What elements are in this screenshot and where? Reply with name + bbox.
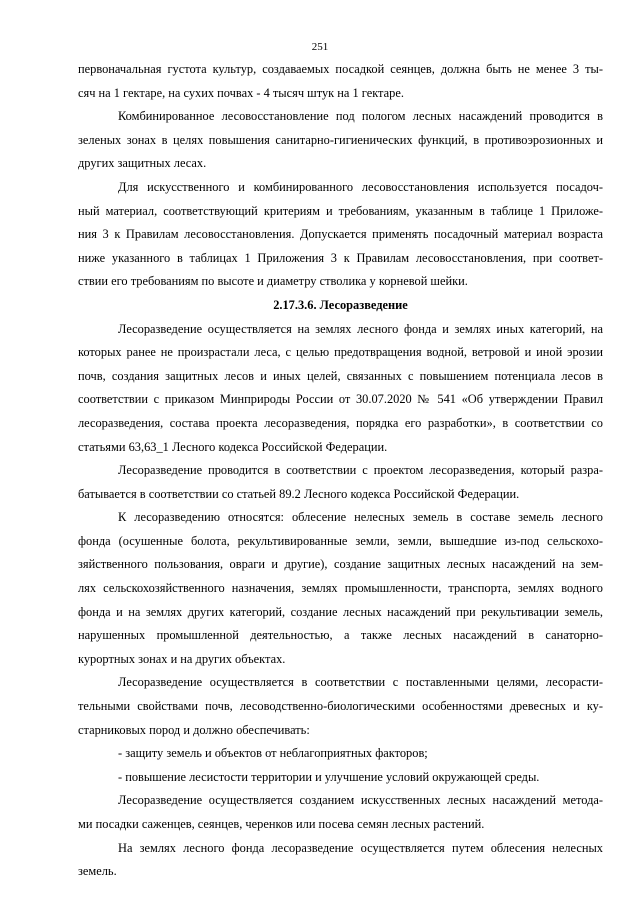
text-line: Лесоразведение осуществляется на землях лесного фонда и землях иных категорий, на [118, 321, 603, 336]
text-line: лях сельскохозяйственного назначения, землях промышленности, транспорта, землях водного [78, 581, 603, 596]
text-line: Лесоразведение осуществляется в соответствии с поставленными целями, лесорасти- [118, 675, 603, 690]
text-line: ствии его требованиям по высоте и диаметру стволика у корневой шейки. [78, 274, 468, 289]
text-line: фонда (осушенные болота, рекультивированные земли, земли, вышедшие из-под сельскохо- [78, 533, 603, 548]
section-heading: 2.17.3.6. Лесоразведение [273, 297, 408, 312]
text-line: ниже указанного в таблицах 1 Приложения 3 к Правилам лесовосстановления, при соответ- [78, 250, 603, 265]
text-line: ный материал, соответствующий критериям и требованиям, указанным в таблице 1 Приложе- [78, 203, 603, 218]
text-line: К лесоразведению относятся: облесение нелесных земель в составе земель лесного [118, 510, 603, 525]
text-line: которых ранее не произрастали леса, с целью предотвращения водной, ветровой и иной эрозии [78, 345, 603, 360]
text-line: других защитных лесах. [78, 156, 207, 171]
text-line: фонда и на землях других категорий, создание лесных насаждений при рекультивации земель, [78, 604, 603, 619]
text-line: тельными свойствами почв, лесоводственно-биологическими особенностями древесных и ку- [78, 699, 603, 714]
text-line: зяйственного пользования, овраги и другие), создание защитных лесных насаждений на зем- [78, 557, 603, 572]
text-line: соответствии с приказом Минприроды России от 30.07.2020 № 541 «Об утверждении Правил [78, 392, 603, 407]
text-line: - защиту земель и объектов от неблагоприятных факторов; [118, 746, 428, 761]
text-line: статьями 63,63_1 Лесного кодекса Российской Федерации. [78, 439, 388, 454]
text-line: На землях лесного фонда лесоразведение осуществляется путем облесения нелесных [118, 840, 603, 855]
text-line: Комбинированное лесовосстановление под пологом лесных насаждений проводится в [118, 109, 603, 124]
text-line: лесоразведения, состава проекта лесоразведения, порядка его разработки», в соответствии со [78, 415, 603, 430]
text-line: Лесоразведение осуществляется созданием искусственных лесных насаждений методa- [118, 793, 603, 808]
text-line: ния 3 к Правилам лесовосстановления. Допускается применять посадочный материал возраста [78, 227, 603, 242]
text-line: Для искусственного и комбинированного лесовосстановления используется посадоч- [118, 179, 603, 194]
page-number: 251 [311, 41, 329, 53]
text-line: Лесоразведение проводится в соответствии с проектом лесоразведения, который разра- [118, 463, 603, 478]
text-line: батывается в соответствии со статьей 89.2 Лесного кодекса Российской Федерации. [78, 486, 520, 501]
text-line: первоначальная густота культур, создаваемых посадкой сеянцев, должна быть не менее 3 ты- [78, 62, 603, 76]
text-line: старниковых пород и должно обеспечивать: [78, 722, 310, 737]
text-line: почв, создания защитных лесов и иных целей, связанных с повышением потенциала лесов в [78, 368, 603, 383]
text-line: сяч на 1 гектаре, на сухих почвах - 4 тысяч штук на 1 гектаре. [78, 85, 404, 100]
text-line: ми посадки саженцев, сеянцев, черенков или посева семян лесных растений. [78, 817, 485, 831]
text-line: земель. [78, 864, 117, 879]
text-line: - повышение лесистости территории и улучшение условий окружающей среды. [118, 769, 540, 784]
text-line: курортных зонах и на других объектах. [78, 651, 286, 666]
text-line: зеленых зонах в целях повышения санитарно-гигиенических функций, в противоэрозионных и [78, 132, 603, 147]
text-line: нарушенных промышленной деятельностью, а также лесных насаждений в санаторно- [78, 628, 603, 643]
body-text [78, 58, 603, 884]
